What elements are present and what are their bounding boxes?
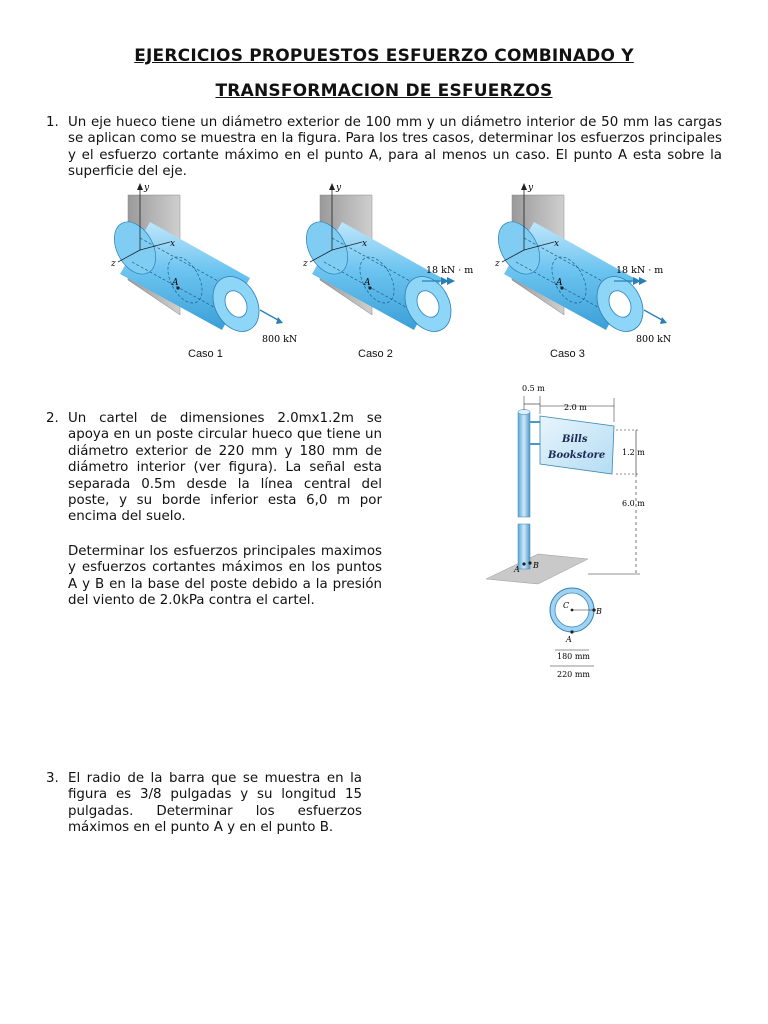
sign-line-2: Bookstore xyxy=(548,450,606,461)
force-label: 800 kN xyxy=(636,334,672,345)
axis-z-label: z xyxy=(303,259,308,269)
problem-1-number: 1. xyxy=(46,115,59,130)
point-c-label: C xyxy=(563,601,570,610)
shaft-case-3 xyxy=(490,183,671,360)
axis-z-label: z xyxy=(111,259,116,269)
point-a-label: A xyxy=(172,278,179,288)
sign-post-figure xyxy=(478,374,668,684)
axis-x-label: x xyxy=(362,239,368,249)
axis-x-label: x xyxy=(554,239,560,249)
outer-diameter-label: 220 mm xyxy=(557,670,590,679)
dim-elev-label: 6.0 m xyxy=(622,499,645,508)
dim-width-label: 2.0 m xyxy=(564,403,587,412)
force-label: 800 kN xyxy=(262,334,298,345)
shaft-case-2 xyxy=(298,183,473,360)
problem-1-text: Un eje hueco tiene un diámetro exterior de 100 mm y un diámetro interior de 50 mm las cargas se aplican como se muestra en la figura. Para los tres casos, determinar los esfuerzos principales y el esfuerzo cortante máximo en el punto A, para al menos un caso. El punto A esta sobre la superficie del eje. xyxy=(68,115,722,180)
dim-offset-label: 0.5 m xyxy=(522,384,545,393)
problem-3-number: 3. xyxy=(46,771,59,786)
torque-label: 18 kN · m xyxy=(616,265,664,276)
shaft-cases-figure xyxy=(100,180,680,365)
torque-label: 18 kN · m xyxy=(426,265,474,276)
inner-diameter-label: 180 mm xyxy=(557,652,590,661)
point-a-section-label: A xyxy=(566,635,572,644)
point-a-base-label: A xyxy=(514,565,520,574)
axis-y-label: y xyxy=(144,183,150,193)
problem-2-number: 2. xyxy=(46,411,59,426)
point-a-label: A xyxy=(556,278,563,288)
problem-3-text: El radio de la barra que se muestra en la figura es 3/8 pulgadas y su longitud 15 pulgadas. Determinar los esfuerzos máximos en el punto A y en el punto B. xyxy=(68,771,362,836)
case-3-label: Caso 3 xyxy=(550,348,585,360)
dim-height-label: 1.2 m xyxy=(622,448,645,457)
case-1-label: Caso 1 xyxy=(188,348,223,360)
point-b-base-label: B xyxy=(533,561,539,570)
page-title-line-2: TRANSFORMACION DE ESFUERZOS xyxy=(215,81,553,101)
shaft-case-1 xyxy=(106,183,297,360)
problem-2-text-2: Determinar los esfuerzos principales maximos y esfuerzos cortantes máximos en los puntos A y B en la base del poste debido a la presión del viento de 2.0kPa contra el cartel. xyxy=(68,544,382,609)
point-b-section-label: B xyxy=(596,607,602,616)
axis-x-label: x xyxy=(170,239,176,249)
axis-y-label: y xyxy=(528,183,534,193)
sign-line-1: Bills xyxy=(562,434,588,445)
problem-2-text: Un cartel de dimensiones 2.0mx1.2m se apoya en un poste circular hueco que tiene un diámetro exterior de 220 mm y 180 mm de diámetro interior (ver figura). La señal esta separada 0.5m desde la línea central del poste, y su borde inferior esta 6,0 m por encima del suelo. xyxy=(68,411,382,525)
axis-y-label: y xyxy=(336,183,342,193)
case-2-label: Caso 2 xyxy=(358,348,393,360)
point-a-label: A xyxy=(364,278,371,288)
axis-z-label: z xyxy=(495,259,500,269)
page-title-line-1: EJERCICIOS PROPUESTOS ESFUERZO COMBINADO Y xyxy=(134,46,634,66)
